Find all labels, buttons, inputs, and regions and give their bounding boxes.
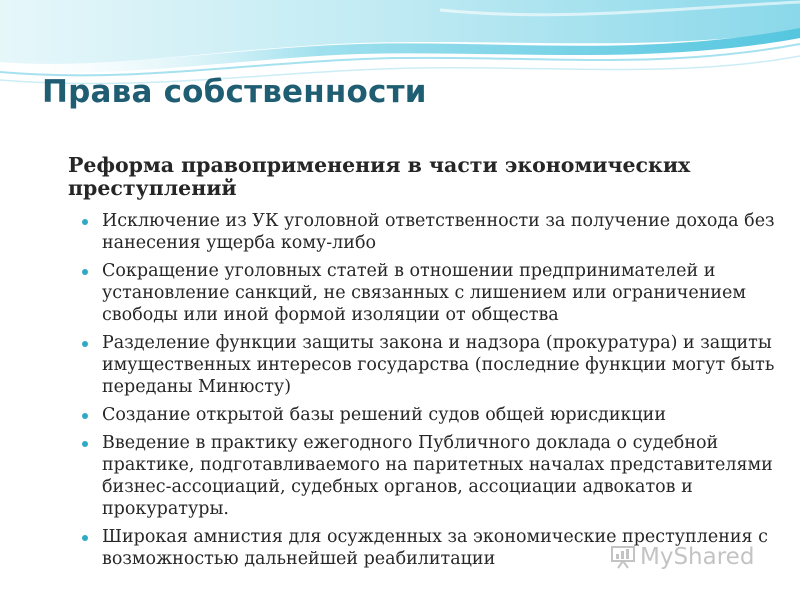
- bullet-dot-icon: [82, 269, 88, 275]
- bullet-text: Сокращение уголовных статей в отношении предпринимателей и установление санкций, не связанных с лишением или ограничением свободы или иной формой изоляции от общества: [102, 261, 746, 325]
- bullet-list: [82, 210, 782, 576]
- bullet-text: Разделение функции защиты закона и надзора (прокуратура) и защиты имущественных интересов государства (последние функции могут быть переданы Минюсту): [102, 333, 775, 397]
- bullet-dot-icon: [82, 219, 88, 225]
- bullet-item: [82, 432, 782, 520]
- watermark: [610, 544, 754, 570]
- bullet-text: Широкая амнистия для осужденных за экономические преступления с возможностью дальнейшей реабилитации: [102, 527, 768, 569]
- bullet-item: [82, 210, 782, 254]
- watermark-text: MyShared: [640, 544, 755, 570]
- bullet-text: Введение в практику ежегодного Публичного доклада о судебной практике, подготавливаемого на паритетных началах представителями бизнес-ассоциаций, судебных органов, ассоциации адвокатов и прокуратуры.: [102, 433, 773, 519]
- presentation-board-icon: [610, 545, 636, 569]
- bullet-item: [82, 332, 782, 398]
- bullet-text: Исключение из УК уголовной ответственности за получение дохода без нанесения ущерба кому-либо: [102, 211, 775, 253]
- page-title: Права собственности: [42, 74, 427, 110]
- bullet-dot-icon: [82, 535, 88, 541]
- bullet-item: [82, 404, 782, 426]
- bullet-item: [82, 260, 782, 326]
- bullet-dot-icon: [82, 341, 88, 347]
- bullet-dot-icon: [82, 441, 88, 447]
- bullet-dot-icon: [82, 413, 88, 419]
- section-subtitle: Реформа правоприменения в части экономических преступлений: [68, 153, 691, 200]
- bullet-text: Создание открытой базы решений судов общей юрисдикции: [102, 405, 667, 425]
